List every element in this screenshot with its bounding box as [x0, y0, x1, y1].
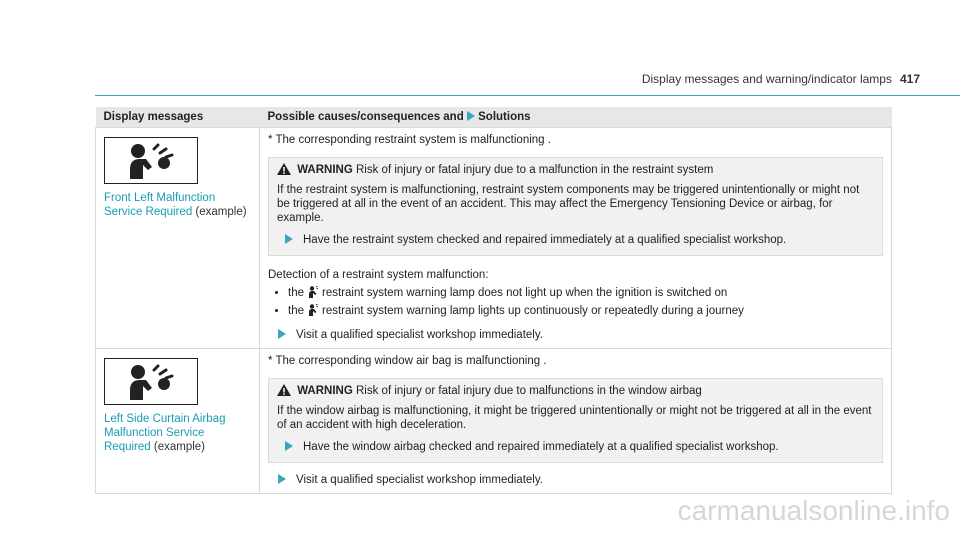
action-arrow-icon [285, 441, 293, 451]
detection-list [268, 286, 883, 318]
message-name-line1: Left Side Curtain Airbag [104, 413, 226, 425]
warning-triangle-icon [277, 163, 291, 175]
message-example: (example) [195, 206, 247, 218]
table-row [96, 128, 892, 349]
header-rule [95, 95, 960, 96]
message-name [104, 412, 251, 454]
message-name-line3: Required [104, 441, 151, 453]
action-arrow-icon [278, 329, 286, 339]
warning-label: WARNING [297, 385, 353, 397]
message-cell [96, 128, 260, 349]
warning-action-text: Have the window airbag checked and repaired immediately at a qualified specialist workshop. [303, 441, 779, 453]
airbag-warning-lamp [104, 137, 198, 184]
col-header-messages: Display messages [96, 107, 260, 128]
bullet-prefix: the [288, 287, 304, 299]
cause-text: * The corresponding window air bag is malfunctioning . [268, 355, 547, 367]
warning-action [277, 233, 874, 247]
page-header [642, 72, 920, 86]
action-arrow-icon [285, 234, 293, 244]
causes-cell [260, 128, 892, 349]
watermark: carmanualsonline.info [677, 495, 950, 526]
message-example: (example) [153, 441, 206, 453]
message-cell [96, 349, 260, 494]
warning-text: If the window airbag is malfunctioning, it might be triggered unintentionally or might not be triggered at all in the event of an accident with high deceleration. [277, 405, 872, 431]
action-arrow-icon [278, 474, 286, 484]
list-item [288, 286, 883, 300]
causes-cell [260, 349, 892, 494]
warning-label: WARNING [297, 164, 353, 176]
warning-heading [277, 384, 874, 398]
restraint-system-icon [308, 286, 318, 298]
airbag-warning-icon [122, 363, 180, 401]
airbag-warning-icon [122, 142, 180, 180]
list-item [288, 304, 883, 318]
page-header-title: Display messages and warning/indicator lamps [641, 72, 892, 86]
row-action [268, 473, 883, 487]
bullet-text: restraint system warning lamp lights up continuously or repeatedly during a journey [322, 305, 744, 317]
page-number: 417 [899, 72, 920, 86]
display-messages-table [95, 107, 892, 494]
message-name [104, 191, 251, 219]
warning-action-text: Have the restraint system checked and repaired immediately at a qualified specialist workshop. [303, 234, 787, 246]
bullet-prefix: the [288, 305, 304, 317]
warning-box [268, 157, 883, 256]
warning-title: Risk of injury or fatal injury due to a malfunction in the restraint system [356, 164, 714, 176]
warning-box [268, 378, 883, 463]
action-arrow-icon [467, 111, 475, 121]
warning-action [277, 440, 874, 454]
table-header-row [96, 107, 892, 128]
warning-title: Risk of injury or fatal injury due to malfunctions in the window airbag [356, 385, 702, 397]
col-header-causes-suffix: Solutions [478, 111, 531, 123]
row-action [268, 328, 883, 342]
message-name-line2: Malfunction Service [104, 427, 205, 439]
warning-triangle-icon [277, 384, 291, 396]
row-action-text: Visit a qualified specialist workshop immediately. [296, 474, 543, 486]
row-action-text: Visit a qualified specialist workshop immediately. [296, 329, 543, 341]
detection-title: Detection of a restraint system malfunction: [268, 269, 489, 281]
col-header-causes-prefix: Possible causes/consequences and [267, 111, 464, 123]
cause-text: * The corresponding restraint system is malfunctioning . [268, 134, 551, 146]
restraint-system-icon [308, 304, 318, 316]
warning-text: If the restraint system is malfunctioning, restraint system components may be triggered unintentionally or might not be triggered at all in the event of an accident. This may affect the Emergency Tensioning Device or airbag, for example. [277, 184, 860, 224]
bullet-text: restraint system warning lamp does not light up when the ignition is switched on [322, 287, 728, 299]
message-name-line2: Service Required [104, 206, 193, 218]
airbag-warning-lamp [104, 358, 198, 405]
table-row [96, 349, 892, 494]
message-name-line1: Front Left Malfunction [104, 192, 216, 204]
warning-heading [277, 163, 874, 177]
col-header-causes [260, 107, 892, 128]
